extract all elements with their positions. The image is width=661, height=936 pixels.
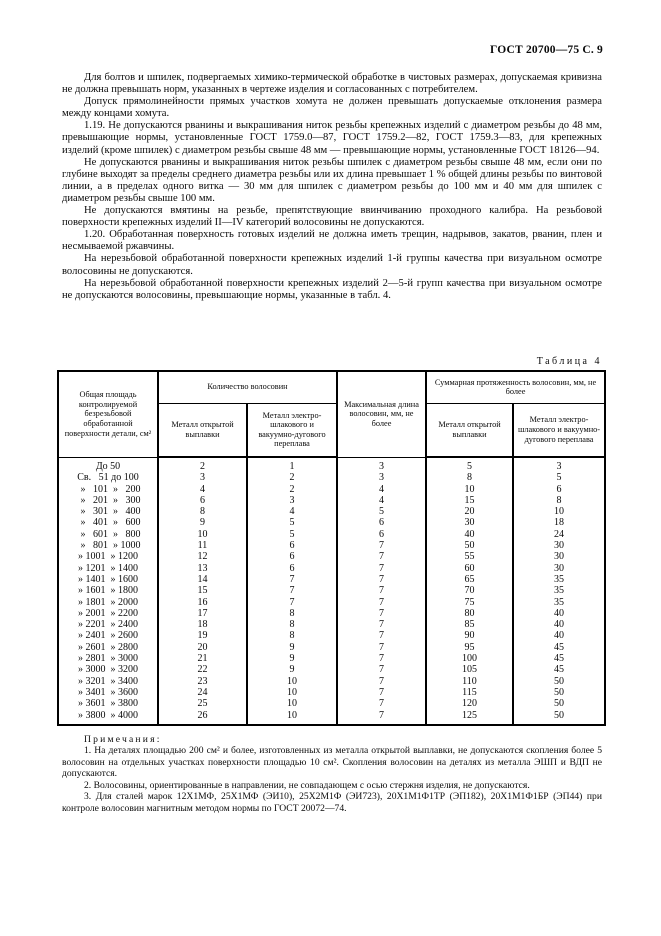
- body-paragraph: Не допускаются рванины и выкрашивания ниток резьбы шпилек с диаметром резьбы свыше 48 мм, если они по глубине выходят за пределы среднего диаметра резьбы или их длина превышает 1 % общей длины резьбы по винтовой линии, а в пределах одного витка — 30 мм для шпилек с диаметром резьбы до 100 мм и 40 мм для шпилек с диаметром резьбы свыше 100 мм.: [62, 156, 602, 204]
- value-cell: 7: [247, 585, 337, 596]
- area-range-cell: » 1401 » 1600: [58, 574, 158, 585]
- area-range-cell: » 201 » 300: [58, 495, 158, 506]
- table-row: [58, 472, 605, 483]
- value-cell: 75: [426, 597, 513, 608]
- value-cell: 95: [426, 642, 513, 653]
- area-range-cell: » 3800 » 4000: [58, 710, 158, 725]
- body-paragraph: Не допускаются вмятины на резьбе, препятствующие ввинчиванию проходного калибра. На резьбовой поверхности крепежных изделий II—IV категорий волосовины не допускаются.: [62, 205, 602, 229]
- body-text-block: [62, 72, 602, 358]
- value-cell: 45: [513, 642, 605, 653]
- value-cell: 10: [247, 676, 337, 687]
- value-cell: 4: [337, 495, 426, 506]
- area-range-cell: » 2601 » 2800: [58, 642, 158, 653]
- value-cell: 15: [158, 585, 247, 596]
- page-header: ГОСТ 20700—75 С. 9: [490, 44, 603, 56]
- value-cell: 21: [158, 653, 247, 664]
- table-row: [58, 484, 605, 495]
- table-section: [57, 356, 604, 726]
- value-cell: 45: [513, 664, 605, 675]
- value-cell: 9: [247, 653, 337, 664]
- value-cell: 30: [513, 563, 605, 574]
- value-cell: 23: [158, 676, 247, 687]
- value-cell: 35: [513, 574, 605, 585]
- value-cell: 9: [247, 664, 337, 675]
- table-row: [58, 642, 605, 653]
- value-cell: 8: [513, 495, 605, 506]
- value-cell: 8: [247, 608, 337, 619]
- value-cell: 7: [247, 597, 337, 608]
- value-cell: 7: [337, 687, 426, 698]
- value-cell: 7: [337, 676, 426, 687]
- value-cell: 100: [426, 653, 513, 664]
- value-cell: 7: [337, 642, 426, 653]
- value-cell: 40: [513, 608, 605, 619]
- value-cell: 125: [426, 710, 513, 725]
- note-item: 2. Волосовины, ориентированные в направлении, не совпадающем с осью стержня изделия, не допускаются.: [84, 779, 530, 791]
- note-item: 1. На деталях площадью 200 см² и более, изготовленных из металла открытой выплавки, не допускаются скопления более 5 волосовин на отдельных участках поверхности площадью 10 см². Скопления волосовин на деталях из металла ЭШП и ВДП не допускаются.: [62, 745, 602, 780]
- value-cell: 50: [426, 540, 513, 551]
- table-row: [58, 529, 605, 540]
- value-cell: 10: [158, 529, 247, 540]
- header-group-row: [58, 371, 605, 403]
- table-row: [58, 653, 605, 664]
- value-cell: 60: [426, 563, 513, 574]
- value-cell: 40: [513, 619, 605, 630]
- value-cell: 70: [426, 585, 513, 596]
- table-row: [58, 698, 605, 709]
- value-cell: 4: [158, 484, 247, 495]
- table-row: [58, 664, 605, 675]
- value-cell: 8: [247, 619, 337, 630]
- table-row: [58, 585, 605, 596]
- value-cell: 3: [337, 472, 426, 483]
- area-range-cell: » 601 » 800: [58, 529, 158, 540]
- body-paragraph: 1.19. Не допускаются рванины и выкрашивания ниток резьбы крепежных изделий с диаметром резьбы до 48 мм, превышающие нормы, установленные ГОСТ 1759.0—87, ГОСТ 1759.2—82, ГОСТ 1759.3—83, для крепежных изделий (кроме шпилек) с диаметром резьбы свыше 48 мм — превышающие нормы, установленные ГОСТ 18126—94.: [62, 120, 602, 156]
- value-cell: 50: [513, 687, 605, 698]
- col-header-esr-qty: Металл электро-шлакового и вакуумно-дугового переплава: [247, 403, 337, 457]
- value-cell: 10: [426, 484, 513, 495]
- value-cell: 55: [426, 551, 513, 562]
- value-cell: 13: [158, 563, 247, 574]
- value-cell: 30: [426, 517, 513, 528]
- value-cell: 8: [158, 506, 247, 517]
- value-cell: 3: [337, 457, 426, 472]
- value-cell: 6: [337, 529, 426, 540]
- value-cell: 35: [513, 597, 605, 608]
- table-caption: Таблица 4: [536, 356, 602, 367]
- volosovin-limits-table: [57, 370, 606, 726]
- value-cell: 7: [337, 585, 426, 596]
- value-cell: 2: [247, 472, 337, 483]
- value-cell: 50: [513, 710, 605, 725]
- col-header-max-length: Максимальная длина волосовин, мм, не более: [337, 371, 426, 457]
- area-range-cell: » 3000 » 3200: [58, 664, 158, 675]
- value-cell: 14: [158, 574, 247, 585]
- value-cell: 7: [337, 574, 426, 585]
- col-header-open-smelt-qty: Металл открытой выплавки: [158, 403, 247, 457]
- area-range-cell: » 3601 » 3800: [58, 698, 158, 709]
- value-cell: 3: [513, 457, 605, 472]
- value-cell: 6: [158, 495, 247, 506]
- col-header-area: Общая площадь контролируемой безрезьбовой обработанной поверхности детали, см²: [58, 371, 158, 457]
- value-cell: 80: [426, 608, 513, 619]
- body-paragraph: На нерезьбовой обработанной поверхности крепежных изделий 1-й группы качества при визуальном осмотре волосовины не допускаются.: [62, 253, 602, 277]
- area-range-cell: Св. 51 до 100: [58, 472, 158, 483]
- value-cell: 8: [247, 630, 337, 641]
- value-cell: 26: [158, 710, 247, 725]
- value-cell: 20: [426, 506, 513, 517]
- value-cell: 6: [247, 551, 337, 562]
- area-range-cell: » 2801 » 3000: [58, 653, 158, 664]
- value-cell: 120: [426, 698, 513, 709]
- area-range-cell: » 301 » 400: [58, 506, 158, 517]
- area-range-cell: » 1001 » 1200: [58, 551, 158, 562]
- value-cell: 24: [158, 687, 247, 698]
- value-cell: 7: [337, 597, 426, 608]
- value-cell: 40: [513, 630, 605, 641]
- table-row: [58, 457, 605, 472]
- area-range-cell: До 50: [58, 457, 158, 472]
- value-cell: 15: [426, 495, 513, 506]
- table-row: [58, 676, 605, 687]
- value-cell: 8: [426, 472, 513, 483]
- value-cell: 17: [158, 608, 247, 619]
- table-row: [58, 551, 605, 562]
- value-cell: 5: [426, 457, 513, 472]
- table-row: [58, 608, 605, 619]
- table-row: [58, 574, 605, 585]
- body-paragraph: На нерезьбовой обработанной поверхности крепежных изделий 2—5-й групп качества при визуальном осмотре не допускаются волосовины, превышающие нормы, указанные в табл. 4.: [62, 277, 602, 301]
- value-cell: 7: [247, 574, 337, 585]
- value-cell: 10: [247, 710, 337, 725]
- table-row: [58, 619, 605, 630]
- table-row: [58, 495, 605, 506]
- value-cell: 7: [337, 619, 426, 630]
- value-cell: 7: [337, 551, 426, 562]
- body-paragraph: 1.20. Обработанная поверхность готовых изделий не должна иметь трещин, надрывов, закатов, рванин, плен и несмываемой ржавчины.: [62, 229, 602, 253]
- value-cell: 2: [158, 457, 247, 472]
- area-range-cell: » 2001 » 2200: [58, 608, 158, 619]
- value-cell: 1: [247, 457, 337, 472]
- value-cell: 7: [337, 630, 426, 641]
- area-range-cell: » 401 » 600: [58, 517, 158, 528]
- value-cell: 25: [158, 698, 247, 709]
- value-cell: 3: [247, 495, 337, 506]
- col-header-open-smelt-sum: Металл открытой выплавки: [426, 403, 513, 457]
- value-cell: 40: [426, 529, 513, 540]
- area-range-cell: » 2401 » 2600: [58, 630, 158, 641]
- value-cell: 30: [513, 540, 605, 551]
- value-cell: 19: [158, 630, 247, 641]
- table-row: [58, 630, 605, 641]
- value-cell: 18: [158, 619, 247, 630]
- notes-section: [62, 734, 602, 815]
- table-row: [58, 540, 605, 551]
- value-cell: 85: [426, 619, 513, 630]
- table-row: [58, 710, 605, 725]
- value-cell: 5: [247, 517, 337, 528]
- area-range-cell: » 2201 » 2400: [58, 619, 158, 630]
- value-cell: 50: [513, 698, 605, 709]
- value-cell: 16: [158, 597, 247, 608]
- note-item: 3. Для сталей марок 12Х1МФ, 25Х1МФ (ЭИ10), 25Х2М1Ф (ЭИ723), 20Х1М1Ф1ТР (ЭП182), 20Х1М1Ф1БР (ЭП44) при контроле волосовин магнитным методом нормы по ГОСТ 20072—74.: [62, 791, 602, 814]
- body-paragraph: Для болтов и шпилек, подвергаемых химико-термической обработке в чистовых размерах, допускаемая кривизна не должна превышать норм, указанных в чертеже изделия и согласованных с потребителем.: [62, 72, 602, 96]
- value-cell: 11: [158, 540, 247, 551]
- value-cell: 7: [337, 608, 426, 619]
- value-cell: 7: [337, 563, 426, 574]
- value-cell: 18: [513, 517, 605, 528]
- value-cell: 105: [426, 664, 513, 675]
- area-range-cell: » 1601 » 1800: [58, 585, 158, 596]
- table-row: [58, 517, 605, 528]
- value-cell: 110: [426, 676, 513, 687]
- value-cell: 24: [513, 529, 605, 540]
- value-cell: 7: [337, 540, 426, 551]
- notes-title: Примечания:: [84, 734, 162, 745]
- value-cell: 2: [247, 484, 337, 495]
- value-cell: 5: [247, 529, 337, 540]
- value-cell: 10: [247, 687, 337, 698]
- area-range-cell: » 3401 » 3600: [58, 687, 158, 698]
- area-range-cell: » 3201 » 3400: [58, 676, 158, 687]
- table-body: [58, 457, 605, 725]
- value-cell: 20: [158, 642, 247, 653]
- value-cell: 6: [337, 517, 426, 528]
- value-cell: 6: [513, 484, 605, 495]
- value-cell: 6: [247, 540, 337, 551]
- value-cell: 10: [247, 698, 337, 709]
- value-cell: 30: [513, 551, 605, 562]
- body-paragraph: Допуск прямолинейности прямых участков хомута не должен превышать допускаемые отклонения размера между концами хомута.: [62, 96, 602, 120]
- value-cell: 5: [337, 506, 426, 517]
- value-cell: 45: [513, 653, 605, 664]
- value-cell: 115: [426, 687, 513, 698]
- value-cell: 7: [337, 664, 426, 675]
- area-range-cell: » 1201 » 1400: [58, 563, 158, 574]
- value-cell: 22: [158, 664, 247, 675]
- value-cell: 90: [426, 630, 513, 641]
- col-header-esr-sum: Металл электро-шлакового и вакуумно-дугового переплава: [513, 403, 605, 457]
- value-cell: 9: [247, 642, 337, 653]
- value-cell: 4: [247, 506, 337, 517]
- value-cell: 35: [513, 585, 605, 596]
- value-cell: 50: [513, 676, 605, 687]
- value-cell: 6: [247, 563, 337, 574]
- table-row: [58, 506, 605, 517]
- area-range-cell: » 801 » 1000: [58, 540, 158, 551]
- table-row: [58, 563, 605, 574]
- table-row: [58, 687, 605, 698]
- value-cell: 7: [337, 710, 426, 725]
- value-cell: 4: [337, 484, 426, 495]
- value-cell: 5: [513, 472, 605, 483]
- area-range-cell: » 1801 » 2000: [58, 597, 158, 608]
- table-row: [58, 597, 605, 608]
- value-cell: 12: [158, 551, 247, 562]
- value-cell: 10: [513, 506, 605, 517]
- value-cell: 9: [158, 517, 247, 528]
- value-cell: 7: [337, 698, 426, 709]
- value-cell: 3: [158, 472, 247, 483]
- value-cell: 7: [337, 653, 426, 664]
- col-header-qty-group: Количество волосовин: [158, 371, 337, 403]
- col-header-sum-group: Суммарная протяженность волосовин, мм, не более: [426, 371, 605, 403]
- area-range-cell: » 101 » 200: [58, 484, 158, 495]
- value-cell: 65: [426, 574, 513, 585]
